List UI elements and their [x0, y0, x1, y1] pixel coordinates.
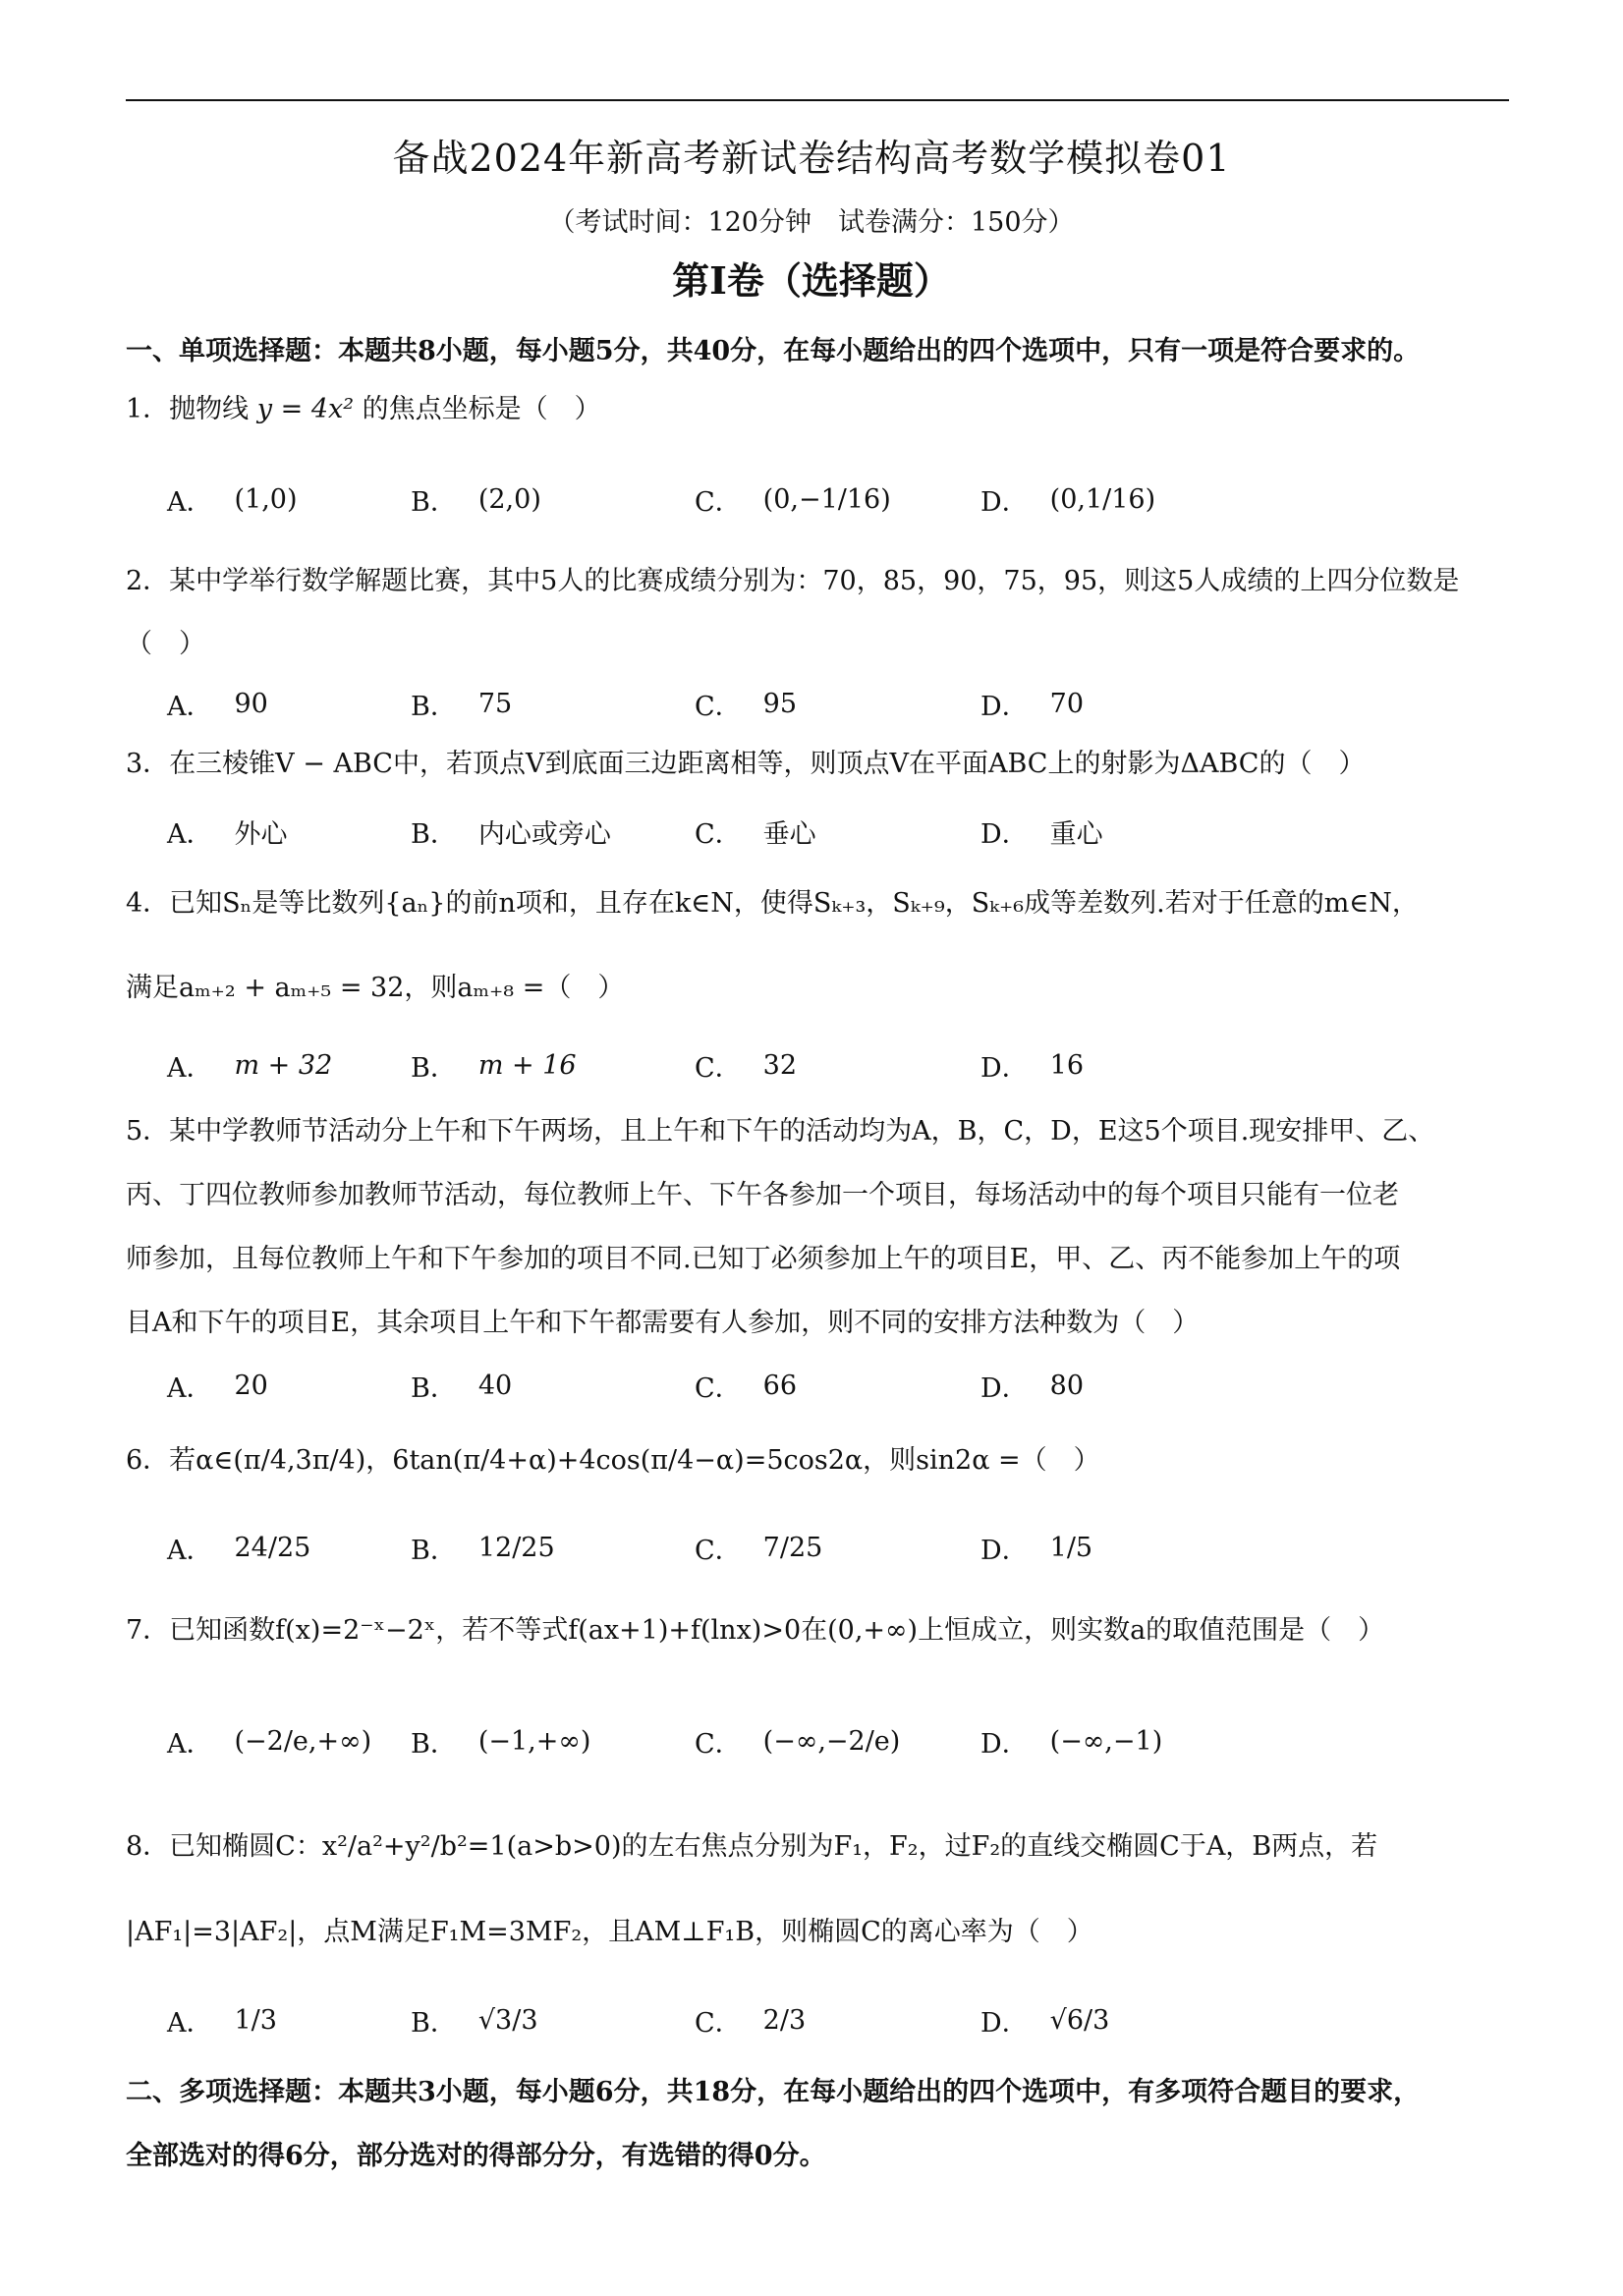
q1-option-a: A． (1,0) — [167, 483, 298, 518]
question-5-line-2: 丙、丁四位教师参加教师节活动，每位教师上午、下午各参加一个项目，每场活动中的每个项目只能有一位老 — [126, 1180, 1399, 1210]
q1-option-b: B． (2,0) — [411, 483, 541, 518]
q3-option-b: B． 内心或旁心 — [411, 818, 611, 850]
q2-options — [167, 674, 1503, 733]
q7-options — [167, 1711, 1503, 1770]
q5-options — [167, 1356, 1503, 1415]
q3-option-a: A． 外心 — [167, 818, 288, 850]
q4-option-a: A． m + 32 — [167, 1049, 333, 1084]
q4-option-b: B． m + 16 — [411, 1049, 577, 1084]
question-5-line-1: 5．某中学教师节活动分上午和下午两场，且上午和下午的活动均为A，B，C，D，E这5个项目.现安排甲、乙、 — [126, 1116, 1435, 1147]
page-title: 备战2024年新高考新试卷结构高考数学模拟卷01 — [392, 137, 1231, 180]
q8-option-b: B． √3/3 — [411, 2004, 538, 2039]
question-8-line-1: 8．已知椭圆C：x²/a²+y²/b²=1(a>b>0)的左右焦点分别为F₁，F₂，过F₂的直线交椭圆C于A，B两点，若 — [126, 1831, 1378, 1862]
q3-options — [167, 802, 1503, 861]
top-rule — [126, 99, 1509, 101]
q5-option-a: A． 20 — [167, 1370, 268, 1404]
q6-option-a: A． 24/25 — [167, 1532, 311, 1566]
q7-option-b: B． (−1,+∞) — [411, 1725, 591, 1760]
q1-option-c: C． (0,−1/16) — [695, 483, 891, 518]
q7-option-a: A． (−2/e,+∞) — [167, 1725, 372, 1760]
question-5-line-3: 师参加，且每位教师上午和下午参加的项目不同.已知丁必须参加上午的项目E，甲、乙、丙不能参加上午的项 — [126, 1244, 1401, 1274]
q1-formula: y = 4x² — [256, 394, 355, 424]
q8-options — [167, 1990, 1503, 2049]
question-4-line-1: 4．已知Sₙ是等比数列{aₙ}的前n项和，且存在k∈N，使得Sₖ₊₃，Sₖ₊₉，Sₖ₊₆成等差数列.若对于任意的m∈N， — [126, 888, 1419, 919]
q2-option-c: C． 95 — [695, 688, 798, 722]
section-2-instructions-line-1: 二、多项选择题：本题共3小题，每小题6分，共18分，在每小题给出的四个选项中，有多项符合题目的要求， — [126, 2077, 1421, 2107]
volume-heading: 第I卷（选择题） — [672, 258, 951, 303]
q5-option-c: C． 66 — [695, 1370, 798, 1404]
q6-option-b: B． 12/25 — [411, 1532, 555, 1566]
q6-option-d: D． 1/5 — [980, 1532, 1093, 1566]
q4-options — [167, 1036, 1503, 1094]
q1-option-d: D． (0,1/16) — [980, 483, 1156, 518]
q5-option-b: B． 40 — [411, 1370, 513, 1404]
q4-option-c: C． 32 — [695, 1049, 798, 1084]
q7-option-d: D． (−∞,−1) — [980, 1725, 1163, 1760]
q4-option-d: D． 16 — [980, 1049, 1085, 1084]
q7-option-c: C． (−∞,−2/e) — [695, 1725, 901, 1760]
q5-option-d: D． 80 — [980, 1370, 1085, 1404]
exam-info: （考试时间：120分钟 试卷满分：150分） — [548, 207, 1075, 238]
q2-option-b: B． 75 — [411, 688, 513, 722]
q1-options — [167, 470, 1503, 529]
question-7: 7．已知函数f(x)=2⁻ˣ−2ˣ，若不等式f(ax+1)+f(lnx)>0在(0,+∞)上恒成立，则实数a的取值范围是（ ） — [126, 1615, 1385, 1646]
section-1-instructions: 一、单项选择题：本题共8小题，每小题5分，共40分，在每小题给出的四个选项中，只有一项是符合要求的。 — [126, 336, 1421, 366]
q2-option-d: D． 70 — [980, 688, 1085, 722]
q1-stem-prefix: 1．抛物线 — [126, 394, 250, 424]
section-2-instructions-line-2: 全部选对的得6分，部分选对的得部分分，有选错的得0分。 — [126, 2141, 826, 2171]
question-5-line-4: 目A和下午的项目E，其余项目上午和下午都需要有人参加，则不同的安排方法种数为（ ） — [126, 1308, 1200, 1338]
question-4-line-2: 满足aₘ₊₂ + aₘ₊₅ = 32，则aₘ₊₈ =（ ） — [126, 973, 625, 1003]
q6-option-c: C． 7/25 — [695, 1532, 823, 1566]
question-2: 2．某中学举行数学解题比赛，其中5人的比赛成绩分别为：70，85，90，75，95，则这5人成绩的上四分位数是（ ） — [126, 566, 1460, 659]
question-8-line-2: |AF₁|=3|AF₂|，点M满足F₁M=3MF₂，且AM⊥F₁B，则椭圆C的离心率为（ ） — [126, 1917, 1093, 1947]
q1-stem-suffix: 的焦点坐标是（ ） — [362, 394, 601, 424]
q2-option-a: A． 90 — [167, 688, 268, 722]
q3-option-c: C． 垂心 — [695, 818, 816, 850]
q6-options — [167, 1518, 1503, 1577]
q3-option-d: D． 重心 — [980, 818, 1103, 850]
question-6: 6．若α∈(π/4,3π/4)，6tan(π/4+α)+4cos(π/4−α)=5cos2α，则sin2α =（ ） — [126, 1445, 1100, 1476]
q8-option-a: A． 1/3 — [167, 2004, 277, 2039]
q8-option-d: D． √6/3 — [980, 2004, 1110, 2039]
question-1 — [126, 388, 1511, 431]
question-3: 3．在三棱锥V − ABC中，若顶点V到底面三边距离相等，则顶点V在平面ABC上的射影为ΔABC的（ ） — [126, 749, 1366, 779]
q8-option-c: C． 2/3 — [695, 2004, 807, 2039]
